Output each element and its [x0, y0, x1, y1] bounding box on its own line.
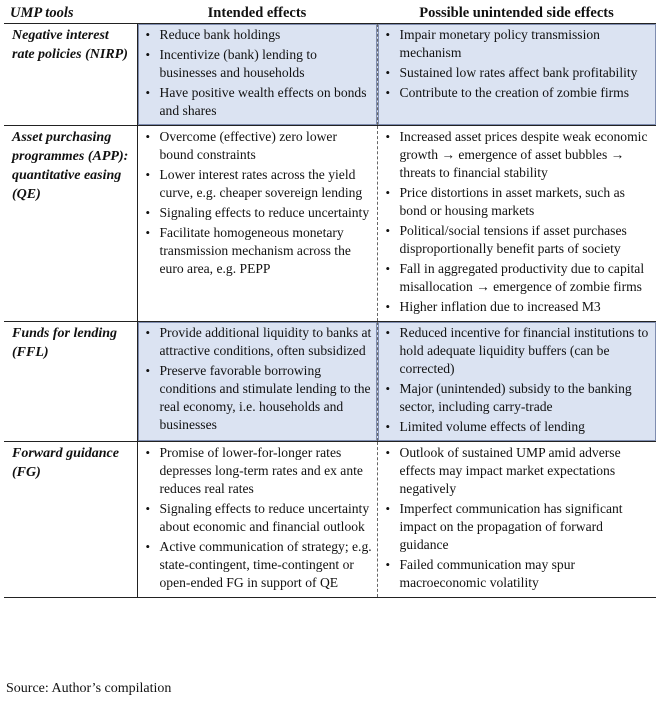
bullet-icon: •	[145, 445, 151, 460]
list-item-text: Political/social tensions if asset purchases disproportionally benefit parts of society	[399, 223, 627, 256]
list-item-text: Outlook of sustained UMP amid adverse effects may impact market expectations negatively	[399, 445, 621, 496]
bullet-icon: •	[145, 501, 151, 516]
list-item-text: Reduce bank holdings	[159, 27, 281, 42]
bullet-icon: •	[385, 27, 391, 42]
intended-effects-cell	[137, 126, 377, 322]
bullet-icon: •	[145, 225, 151, 240]
tool-name: Forward guidance (FG)	[4, 442, 137, 598]
side-effects-cell	[377, 24, 656, 126]
list-item-text: Incentivize (bank) lending to businesses and households	[159, 47, 317, 80]
intended-effects-cell	[137, 442, 377, 598]
list-item-text: Signaling effects to reduce uncertainty	[159, 205, 370, 220]
bullet-list	[138, 24, 377, 125]
table-row-fg	[4, 442, 656, 598]
list-item-text: Lower interest rates across the yield curve, e.g. cheaper sovereign lending	[159, 167, 363, 200]
list-item	[138, 224, 373, 278]
list-item-text: Active communication of strategy; e.g. state-contingent, time-contingent or open-ended FG in support of QE	[159, 539, 372, 590]
list-item-text: Have positive wealth effects on bonds and shares	[159, 85, 367, 118]
list-item	[378, 444, 653, 498]
bullet-icon: •	[385, 85, 391, 100]
list-item	[378, 500, 653, 554]
table-body	[4, 24, 656, 598]
list-item-text: Overcome (effective) zero lower bound constraints	[159, 129, 337, 162]
list-item-text: Fall in aggregated productivity due to capital misallocation → emergence of zombie firms	[399, 261, 645, 294]
table-header-row	[4, 3, 656, 24]
bullet-icon: •	[385, 501, 391, 516]
list-item-text: Impair monetary policy transmission mechanism	[399, 27, 600, 60]
list-item	[138, 204, 373, 222]
tool-name: Asset purchasing programmes (APP): quantitative easing (QE)	[4, 126, 137, 322]
list-item-text: Price distortions in asset markets, such as bond or housing markets	[399, 185, 625, 218]
header-intended-effects: Intended effects	[137, 3, 377, 24]
bullet-icon: •	[385, 65, 391, 80]
bullet-list	[138, 126, 377, 283]
list-item-text: Promise of lower-for-longer rates depresses long-term rates and ex ante reduces real rates	[159, 445, 363, 496]
list-item	[378, 184, 653, 220]
table-row-nirp	[4, 24, 656, 126]
bullet-icon: •	[385, 299, 391, 314]
bullet-icon: •	[385, 381, 391, 396]
bullet-list	[378, 126, 657, 321]
list-item	[378, 128, 653, 182]
table-row-ffl	[4, 322, 656, 442]
bullet-icon: •	[145, 363, 151, 378]
list-item-text: Preserve favorable borrowing conditions and stimulate lending to the real economy, i.e. households and businesses	[159, 363, 371, 432]
list-item	[138, 500, 373, 536]
header-ump-tools: UMP tools	[4, 3, 137, 24]
list-item	[138, 362, 373, 434]
list-item	[138, 166, 373, 202]
list-item-text: Limited volume effects of lending	[399, 419, 585, 434]
list-item-text: Imperfect communication has significant impact on the propagation of forward guidance	[399, 501, 623, 552]
list-item-text: Contribute to the creation of zombie firms	[399, 85, 630, 100]
list-item-text: Higher inflation due to increased M3	[399, 299, 601, 314]
list-item-text: Facilitate homogeneous monetary transmission mechanism across the euro area, e.g. PEPP	[159, 225, 351, 276]
bullet-list	[138, 442, 377, 597]
bullet-icon: •	[385, 129, 391, 144]
bullet-icon: •	[385, 185, 391, 200]
source-note: Source: Author’s compilation	[6, 681, 172, 696]
intended-effects-cell	[137, 24, 377, 126]
list-item	[378, 222, 653, 258]
bullet-icon: •	[145, 539, 151, 554]
ump-table	[4, 3, 656, 598]
side-effects-cell	[377, 126, 656, 322]
list-item	[138, 128, 373, 164]
header-side-effects: Possible unintended side effects	[377, 3, 656, 24]
bullet-icon: •	[385, 419, 391, 434]
bullet-icon: •	[385, 557, 391, 572]
bullet-list	[378, 24, 657, 107]
bullet-icon: •	[145, 325, 151, 340]
bullet-icon: •	[145, 27, 151, 42]
bullet-icon: •	[145, 129, 151, 144]
list-item	[378, 418, 653, 436]
list-item-text: Reduced incentive for financial institutions to hold adequate liquidity buffers (can be corrected)	[399, 325, 649, 376]
bullet-icon: •	[385, 445, 391, 460]
list-item	[138, 26, 373, 44]
list-item	[138, 84, 373, 120]
bullet-icon: •	[145, 85, 151, 100]
list-item-text: Sustained low rates affect bank profitability	[399, 65, 638, 80]
intended-effects-cell	[137, 322, 377, 442]
tool-name: Negative interest rate policies (NIRP)	[4, 24, 137, 126]
list-item	[378, 556, 653, 592]
bullet-icon: •	[145, 47, 151, 62]
tool-name: Funds for lending (FFL)	[4, 322, 137, 442]
list-item	[378, 64, 653, 82]
list-item	[378, 84, 653, 102]
list-item	[138, 46, 373, 82]
list-item	[138, 444, 373, 498]
bullet-icon: •	[385, 261, 391, 276]
list-item	[378, 380, 653, 416]
list-item	[378, 26, 653, 62]
list-item	[378, 324, 653, 378]
list-item-text: Major (unintended) subsidy to the banking sector, including carry-trade	[399, 381, 632, 414]
bullet-list	[378, 322, 657, 441]
list-item-text: Increased asset prices despite weak economic growth → emergence of asset bubbles → threats to financial stability	[399, 129, 648, 180]
bullet-icon: •	[385, 223, 391, 238]
side-effects-cell	[377, 322, 656, 442]
list-item	[378, 298, 653, 316]
side-effects-cell	[377, 442, 656, 598]
bullet-list	[378, 442, 657, 597]
list-item-text: Provide additional liquidity to banks at attractive conditions, often subsidized	[159, 325, 372, 358]
bullet-icon: •	[385, 325, 391, 340]
table-row-app-qe	[4, 126, 656, 322]
list-item	[378, 260, 653, 296]
bullet-icon: •	[145, 205, 151, 220]
list-item	[138, 324, 373, 360]
list-item	[138, 538, 373, 592]
bullet-list	[138, 322, 377, 439]
list-item-text: Signaling effects to reduce uncertainty about economic and financial outlook	[159, 501, 370, 534]
bullet-icon: •	[145, 167, 151, 182]
list-item-text: Failed communication may spur macroeconomic volatility	[399, 557, 576, 590]
